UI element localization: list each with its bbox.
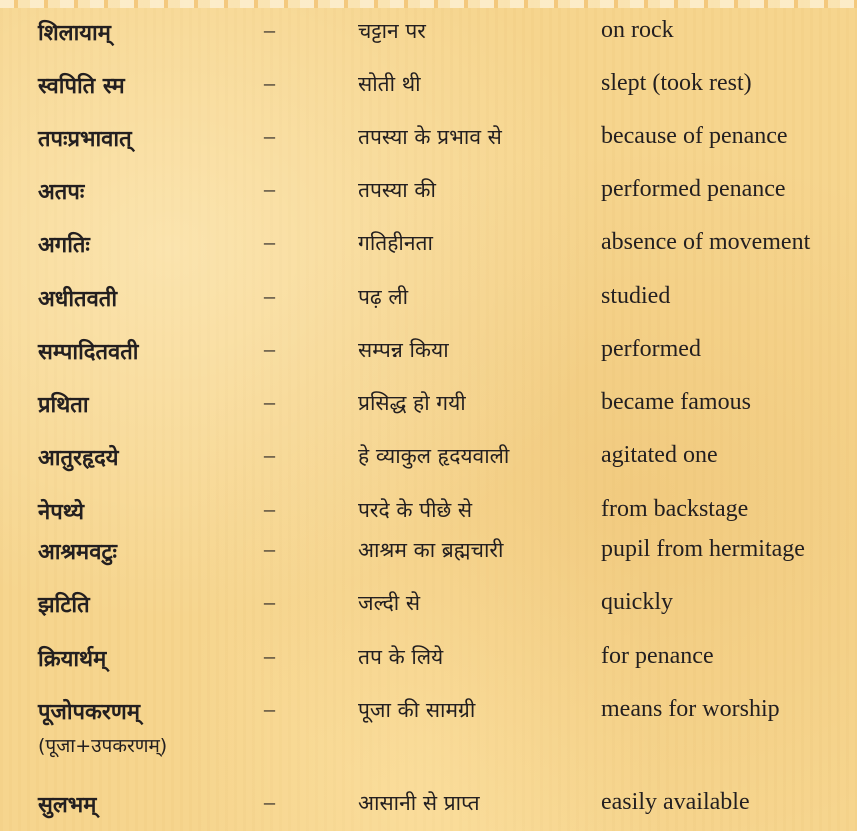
english-meaning: from backstage <box>601 496 749 522</box>
hindi-meaning: चट्टान पर <box>358 19 426 43</box>
hindi-meaning: प्रसिद्ध हो गयी <box>358 391 466 415</box>
sanskrit-word: क्रियार्थम् <box>38 647 107 672</box>
english-meaning: easily available <box>601 789 750 815</box>
separator-dash: – <box>264 17 275 42</box>
hindi-meaning: गतिहीनता <box>358 231 433 255</box>
glossary-row <box>0 536 857 576</box>
hindi-meaning: जल्दी से <box>358 591 421 615</box>
glossary-row <box>0 123 857 163</box>
english-meaning: agitated one <box>601 442 718 468</box>
glossary-row <box>0 789 857 829</box>
compound-split-note: (पूजा+उपकरणम्) <box>38 735 168 757</box>
hindi-meaning: आश्रम का ब्रह्मचारी <box>358 538 504 562</box>
hindi-meaning: सोती थी <box>358 72 421 96</box>
hindi-meaning: तपस्या की <box>358 178 436 202</box>
hindi-meaning: हे व्याकुल हृदयवाली <box>358 444 510 468</box>
separator-dash: – <box>264 123 275 148</box>
english-meaning: slept (took rest) <box>601 70 752 96</box>
english-meaning: performed penance <box>601 176 786 202</box>
sanskrit-word: शिलायाम् <box>38 21 111 46</box>
hindi-meaning: परदे के पीछे से <box>358 498 473 522</box>
sanskrit-word: झटिति <box>38 593 90 618</box>
glossary-row <box>0 496 857 536</box>
english-meaning: on rock <box>601 17 674 43</box>
separator-dash: – <box>264 696 275 721</box>
sanskrit-word: अगतिः <box>38 233 90 258</box>
hindi-meaning: पढ़ ली <box>358 285 409 309</box>
glossary-row <box>0 589 857 629</box>
separator-dash: – <box>264 389 275 414</box>
english-meaning: quickly <box>601 589 673 615</box>
glossary-row <box>0 70 857 110</box>
separator-dash: – <box>264 229 275 254</box>
english-meaning: means for worship <box>601 696 780 722</box>
english-meaning: pupil from hermitage <box>601 536 805 562</box>
glossary-row <box>0 176 857 216</box>
separator-dash: – <box>264 283 275 308</box>
sanskrit-word: सुलभम् <box>38 793 97 818</box>
hindi-meaning: तप के लिये <box>358 645 444 669</box>
hindi-meaning: तपस्या के प्रभाव से <box>358 125 502 149</box>
english-meaning: studied <box>601 283 671 309</box>
glossary-row <box>0 389 857 429</box>
english-meaning: because of penance <box>601 123 788 149</box>
hindi-meaning: पूजा की सामग्री <box>358 698 476 722</box>
sanskrit-word: सम्पादितवती <box>38 340 139 365</box>
separator-dash: – <box>264 496 275 521</box>
glossary-row <box>0 442 857 482</box>
hindi-meaning: सम्पन्न किया <box>358 338 449 362</box>
sanskrit-word: प्रथिता <box>38 393 89 418</box>
separator-dash: – <box>264 643 275 668</box>
english-meaning: absence of movement <box>601 229 811 255</box>
glossary-row <box>0 229 857 269</box>
glossary-row <box>0 283 857 323</box>
sanskrit-word: अतपः <box>38 180 85 205</box>
torn-paper-edge <box>0 0 857 8</box>
separator-dash: – <box>264 336 275 361</box>
sanskrit-word: तपःप्रभावात् <box>38 127 132 152</box>
separator-dash: – <box>264 176 275 201</box>
separator-dash: – <box>264 442 275 467</box>
sanskrit-word: स्वपिति स्म <box>38 74 125 99</box>
english-meaning: for penance <box>601 643 714 669</box>
glossary-row <box>0 696 857 776</box>
separator-dash: – <box>264 70 275 95</box>
sanskrit-word: नेपथ्ये <box>38 500 84 525</box>
glossary-row <box>0 643 857 683</box>
sanskrit-word: आश्रमवटुः <box>38 540 117 565</box>
glossary-row <box>0 17 857 57</box>
sanskrit-word: आतुरहृदये <box>38 446 119 471</box>
sanskrit-word: पूजोपकरणम् <box>38 700 140 725</box>
english-meaning: became famous <box>601 389 751 415</box>
sanskrit-word: अधीतवती <box>38 287 118 312</box>
separator-dash: – <box>264 789 275 814</box>
separator-dash: – <box>264 589 275 614</box>
glossary-row <box>0 336 857 376</box>
hindi-meaning: आसानी से प्राप्त <box>358 791 480 815</box>
english-meaning: performed <box>601 336 701 362</box>
separator-dash: – <box>264 536 275 561</box>
